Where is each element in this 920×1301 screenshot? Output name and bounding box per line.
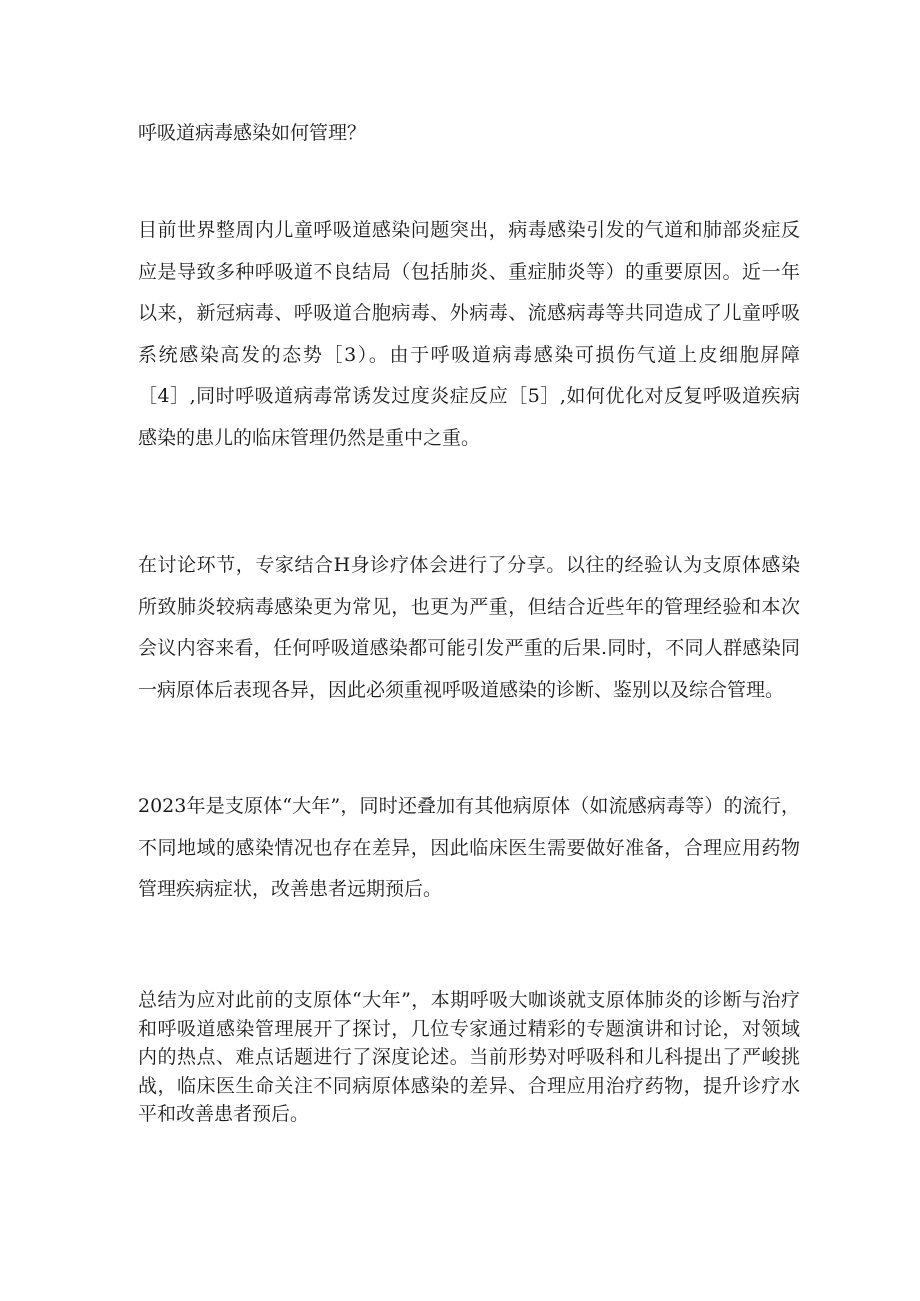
paragraph-1: 目前世界整周内儿童呼吸道感染问题突出，病毒感染引发的气道和肺部炎症反应是导致多种呼吸道不良结局（包括肺炎、重症肺炎等）的重要原因。近一年以来，新冠病毒、呼吸道合胞病毒、外病毒、流感病毒等共同造成了儿童呼吸系统感染高发的态势［3）。由于呼吸道病毒感染可损伤气道上皮细胞屏障［4］,同时呼吸道病毒常诱发过度炎症反应［5］,如何优化对反复呼吸道疾病感染的患儿的临床管理仍然是重中之重。: [138, 219, 800, 449]
document-title: 呼吸道病毒感染如何管理？: [138, 122, 367, 144]
paragraph-3: 2023年是支原体“大年”，同时还叠加有其他病原体（如流感病毒等）的流行，不同地域的感染情况也存在差异，因此临床医生需要做好准备，合理应用药物管理疾病症状，改善患者远期预后。: [138, 795, 800, 900]
paragraph-2: 在讨论环节，专家结合H身诊疗体会进行了分享。以往的经验认为支原体感染所致肺炎较病毒感染更为常见，也更为严重，但结合近些年的管理经验和本次会议内容来看，任何呼吸道感染都可能引发严重的后果.同时，不同人群感染同一病原体后表现各异，因此必须重视呼吸道感染的诊断、鉴别以及综合管理。: [138, 554, 800, 701]
paragraph-4: 总结为应对此前的支原体“大年”，本期呼吸大咖谈就支原体肺炎的诊断与治疗和呼吸道感染管理展开了探讨，几位专家通过精彩的专题演讲和讨论，对领域内的热点、难点话题进行了深度论述。当前形势对呼吸科和儿科提出了严峻挑战，临床医生命关注不同病原体感染的差异、合理应用治疗药物，提升诊疗水平和改善患者预后。: [138, 989, 800, 1126]
